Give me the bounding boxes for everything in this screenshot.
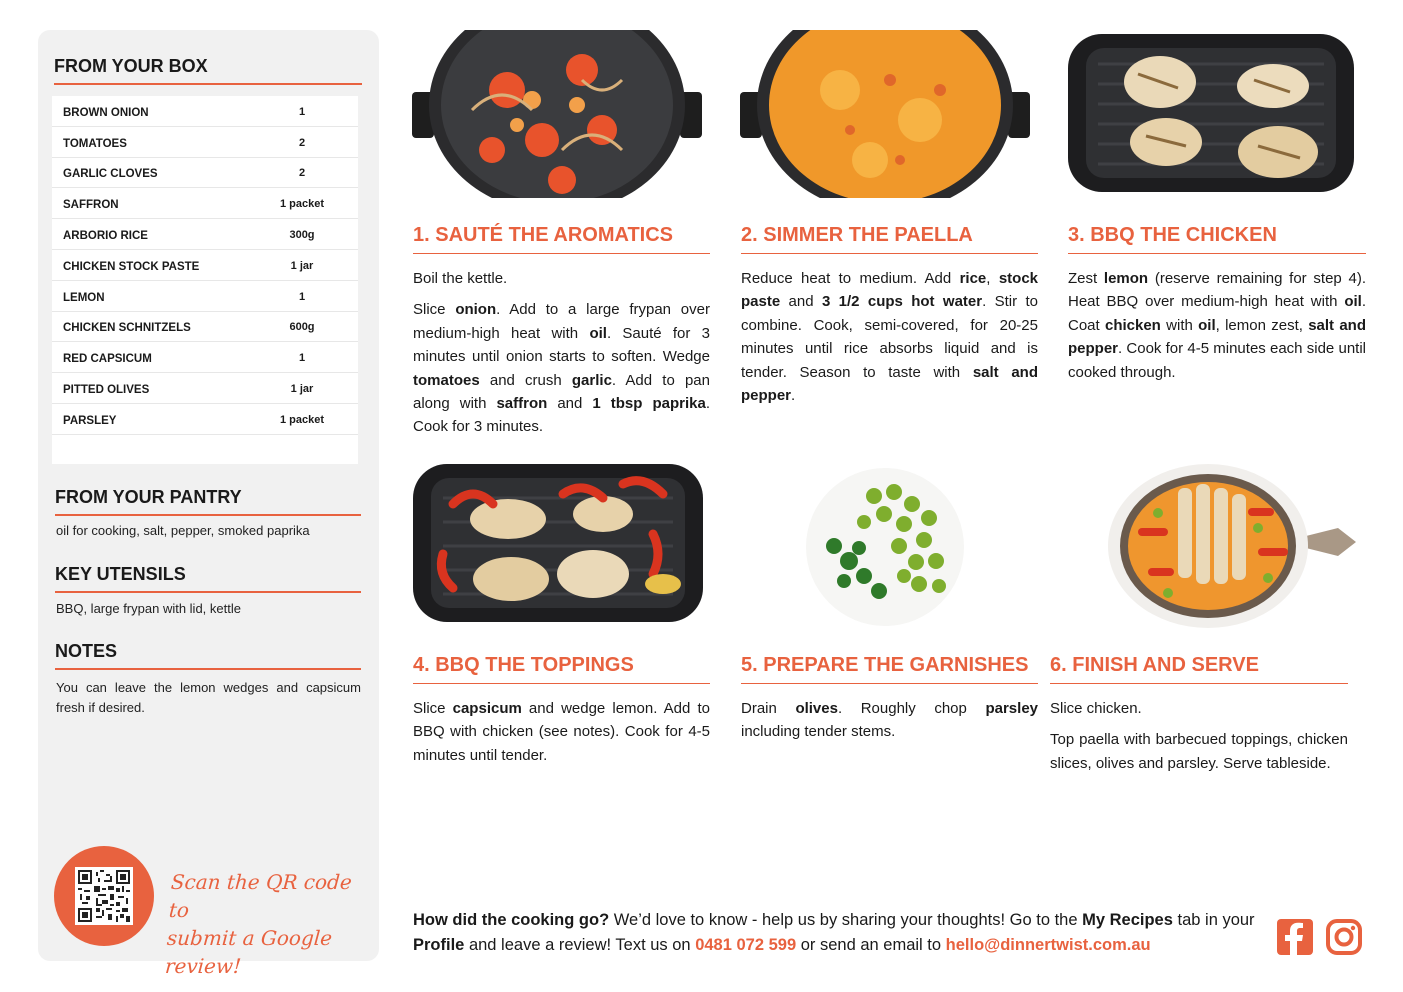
step4-photo <box>413 464 703 622</box>
ingredient-qty: 1 jar <box>290 383 314 396</box>
ingredient: capsicum <box>452 700 522 717</box>
ingredient-name: CHICKEN STOCK PASTE <box>63 260 200 273</box>
table-row <box>52 312 358 343</box>
pantry-text: oil for cooking, salt, pepper, smoked paprika <box>56 523 310 538</box>
ingredient-name: PARSLEY <box>63 414 117 427</box>
ingredient-qty: 1 packet <box>279 198 325 211</box>
profile-link[interactable]: Profile <box>413 936 465 954</box>
step4-paragraph <box>413 697 710 767</box>
ingredient: saffron <box>496 395 548 413</box>
ingredient: 3 1/2 cups hot water <box>821 293 983 311</box>
text: . <box>791 387 796 405</box>
step5-body <box>741 697 1038 752</box>
ingredient-name: PITTED OLIVES <box>63 384 150 397</box>
text: . Roughly chop <box>837 700 986 717</box>
text: Reduce heat to medium. Add <box>741 270 960 287</box>
box-title: FROM YOUR BOX <box>54 56 362 85</box>
ingredient: olives <box>795 700 838 717</box>
phone-link[interactable]: 0481 072 599 <box>695 936 797 954</box>
step6-title: 6. FINISH AND SERVE <box>1050 654 1348 684</box>
ingredient-qty: 1 <box>298 105 306 118</box>
text: . Cook for 4-5 minutes each side until cooked through. <box>1068 340 1366 381</box>
step2-paragraph <box>741 267 1038 407</box>
ingredient-name: SAFFRON <box>63 199 119 212</box>
text: and <box>547 395 593 413</box>
ingredient-name: LEMON <box>63 291 105 304</box>
step3-title: 3. BBQ THE CHICKEN <box>1068 224 1366 254</box>
ingredient: parsley <box>985 700 1039 717</box>
step2-body <box>741 267 1038 415</box>
step2-photo <box>740 30 1030 198</box>
table-row <box>52 188 358 219</box>
ingredient-qty: 1 packet <box>279 413 325 426</box>
table-row <box>52 127 358 158</box>
text: , lemon zest, <box>1215 316 1309 334</box>
footer-review-text <box>413 908 1263 958</box>
ingredient-name: TOMATOES <box>63 137 127 150</box>
step5-paragraph <box>741 697 1038 744</box>
ingredient: tomatoes <box>413 371 480 389</box>
table-row <box>52 250 358 281</box>
pantry-title: FROM YOUR PANTRY <box>55 487 361 516</box>
ingredient-qty: 1 <box>298 290 306 303</box>
facebook-icon[interactable] <box>1276 918 1314 956</box>
table-row <box>52 219 358 250</box>
text: including tender stems. <box>741 723 896 741</box>
text: . Cook for 3 minutes. <box>413 395 710 436</box>
ingredient-name: GARLIC CLOVES <box>63 168 158 181</box>
qr-caption <box>164 868 372 980</box>
step1-body <box>413 267 710 447</box>
text: and <box>780 293 822 311</box>
ingredients-table <box>52 96 358 464</box>
step6-body <box>1050 697 1348 783</box>
ingredient: salt and pepper <box>741 363 1038 405</box>
table-row <box>52 373 358 404</box>
step6-paragraph: Slice chicken. <box>1050 700 1142 717</box>
ingredient: oil <box>1344 293 1362 311</box>
text: Zest <box>1068 270 1104 287</box>
text: . Add to pan along with <box>413 371 710 413</box>
text: . Sauté for 3 minutes until onion starts to soften. Wedge <box>413 324 711 366</box>
text: and leave a review! Text us on <box>464 936 696 954</box>
email-link[interactable]: hello@dinnertwist.com.au <box>945 936 1151 954</box>
ingredient-qty: 1 <box>298 352 306 365</box>
table-row <box>52 96 358 127</box>
ingredient-name: RED CAPSICUM <box>63 353 152 366</box>
step1-paragraph <box>413 298 710 438</box>
ingredient-qty: 2 <box>298 167 306 180</box>
text: Slice <box>413 301 456 319</box>
text: (reserve remaining for step 4). Heat BBQ over medium-high heat with <box>1068 270 1366 311</box>
table-row <box>52 158 358 189</box>
text: and crush <box>479 371 572 389</box>
text: We’d love to know - help us by sharing your thoughts! Go to the <box>609 911 1083 929</box>
ingredient-name: BROWN ONION <box>63 106 149 119</box>
table-row <box>52 404 358 435</box>
step6-paragraph: Top paella with barbecued toppings, chicken slices, olives and parsley. Serve tableside. <box>1050 731 1348 772</box>
ingredient: oil <box>589 324 607 342</box>
table-row <box>52 281 358 312</box>
qr-caption-line2: submit a Google review! <box>164 926 333 978</box>
instagram-icon[interactable] <box>1325 918 1363 956</box>
step1-photo <box>412 30 702 198</box>
ingredient-qty: 1 jar <box>290 259 314 272</box>
text: or send an email to <box>796 936 946 954</box>
notes-title: NOTES <box>55 641 361 670</box>
ingredient-qty: 2 <box>298 136 306 149</box>
step3-body <box>1068 267 1366 392</box>
ingredient: rice <box>959 270 987 287</box>
step2-title: 2. SIMMER THE PAELLA <box>741 224 1038 254</box>
ingredient: stock paste <box>741 270 1038 311</box>
ingredient: oil <box>1198 316 1216 334</box>
step1-paragraph: Boil the kettle. <box>413 270 508 287</box>
my-recipes-link[interactable]: My Recipes <box>1082 911 1173 929</box>
ingredient: 1 tbsp paprika <box>592 395 706 413</box>
step3-photo <box>1068 34 1354 192</box>
text: . Add to a large frypan over medium-high heat with <box>413 301 710 342</box>
table-row <box>52 342 358 373</box>
ingredient: onion <box>455 301 497 319</box>
text: Drain <box>741 700 796 717</box>
ingredient: salt and pepper <box>1068 316 1367 358</box>
text: . Coat <box>1068 293 1366 334</box>
sidebar <box>38 30 379 978</box>
step6-photo <box>1108 458 1358 628</box>
text: . Stir to combine. Cook, semi-covered, for 20-25 minutes until rice absorbs liquid and is tender. Season to taste with <box>741 293 1038 381</box>
footer-question: How did the cooking go? <box>413 911 610 929</box>
qr-badge[interactable] <box>54 846 154 946</box>
notes-text: You can leave the lemon wedges and capsicum fresh if desired. <box>56 680 361 715</box>
text: and wedge lemon. Add to BBQ with chicken (see notes). Cook for 4-5 minutes until tender. <box>413 700 710 764</box>
ingredient-qty: 300g <box>289 229 315 242</box>
ingredient-qty: 600g <box>289 321 315 334</box>
step5-photo <box>804 466 966 628</box>
step3-paragraph <box>1068 267 1366 384</box>
ingredient: lemon <box>1103 270 1149 287</box>
qr-code-icon[interactable] <box>75 867 133 925</box>
ingredient: chicken <box>1104 316 1161 334</box>
step4-body <box>413 697 710 775</box>
text: tab in your <box>1172 911 1255 929</box>
utensils-text: BBQ, large frypan with lid, kettle <box>56 601 241 616</box>
utensils-title: KEY UTENSILS <box>55 564 361 593</box>
step1-title: 1. SAUTÉ THE AROMATICS <box>413 224 710 254</box>
ingredient: garlic <box>571 371 612 389</box>
step5-title: 5. PREPARE THE GARNISHES <box>741 654 1038 684</box>
text: Slice <box>413 700 453 717</box>
qr-caption-line1: Scan the QR code to <box>168 870 353 922</box>
step4-title: 4. BBQ THE TOPPINGS <box>413 654 710 684</box>
ingredient-name: CHICKEN SCHNITZELS <box>63 322 191 335</box>
text: with <box>1160 316 1199 334</box>
text: , <box>986 270 999 287</box>
ingredient-name: ARBORIO RICE <box>63 230 148 243</box>
